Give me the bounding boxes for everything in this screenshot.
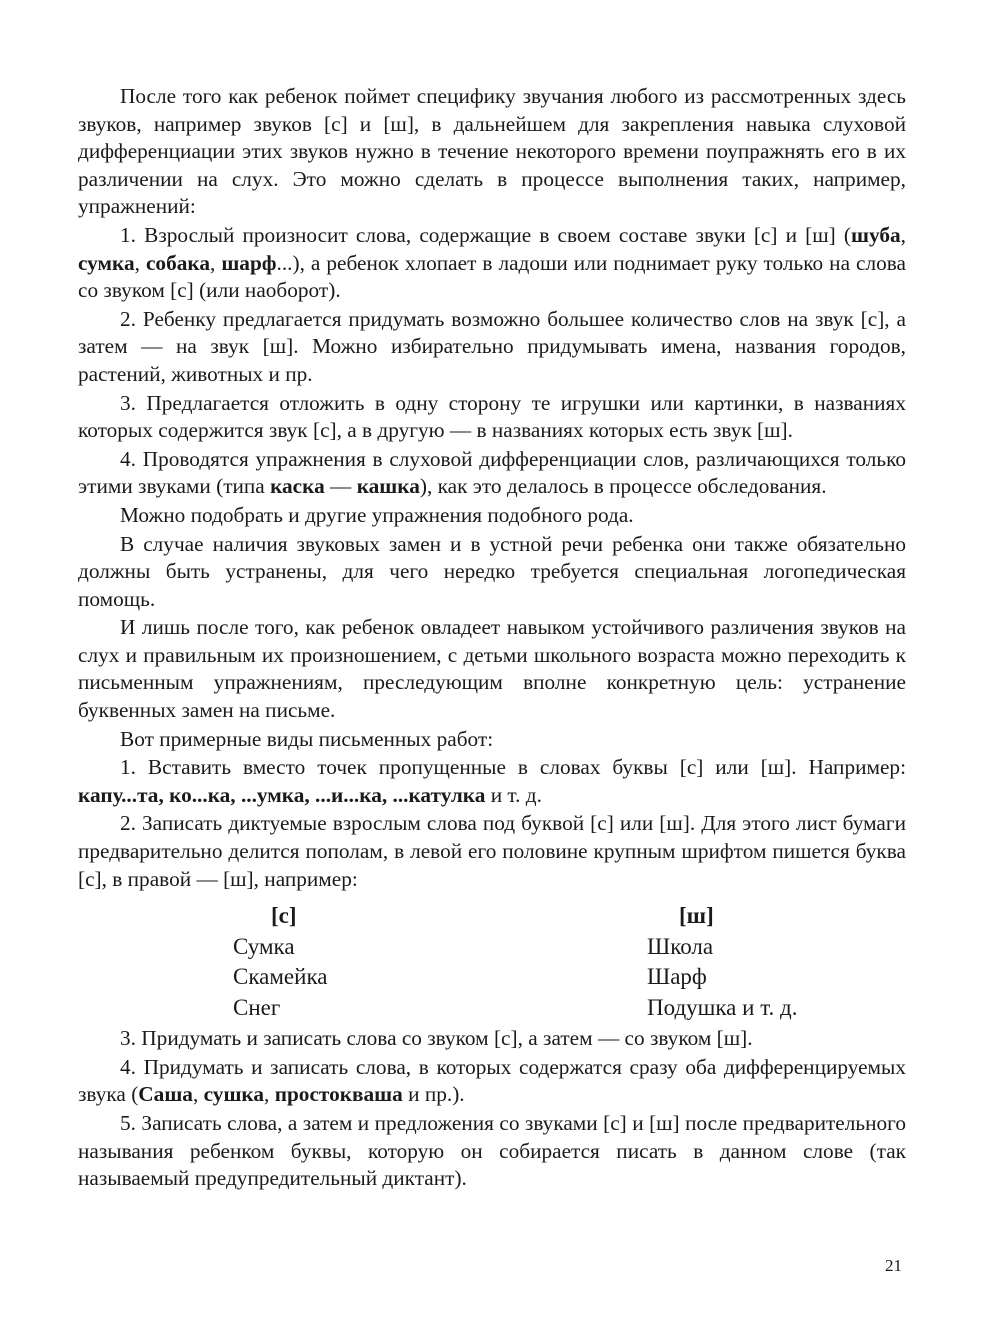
example-word: сушка	[203, 1082, 265, 1107]
example-word: сумка	[78, 250, 135, 275]
punctuation: ,	[209, 250, 222, 275]
written-exercise-3: 3. Придумать и записать слова со звуком [с], а затем — со звуком [ш].	[120, 1026, 753, 1051]
letter-columns	[78, 901, 906, 1023]
paragraph-sound-replacements: В случае наличия звуковых замен и в устной речи ребенка они также обязательно должны быть устранены, для чего нередко требуется специальная логопедическая помощь.	[78, 531, 906, 611]
example-word: шуба	[851, 222, 901, 247]
example-word: кашка	[356, 474, 420, 499]
written-exercise-1	[78, 754, 906, 809]
punctuation: —	[324, 474, 357, 499]
exercise-1-text-end: ...), а ребенок хлопает в ладоши или поднимает руку только на слова со звуком [с] (или наоборот).	[78, 250, 906, 303]
column-s	[233, 901, 327, 1023]
exercise-4-text: 4. Проводятся упражнения в слуховой дифференциации слов, различающихся только этими звуками (типа	[78, 446, 906, 499]
exercise-4-text-end: ), как это делалось в процессе обследования.	[419, 474, 827, 499]
written-exercise-5: 5. Записать слова, а затем и предложения со звуками [с] и [ш] после предварительного называния ребенком буквы, которую он собирается писать в данном слове (так называемый предупредительный диктант).	[78, 1111, 906, 1191]
exercise-4	[78, 446, 906, 501]
column-sh-header: [ш]	[679, 903, 714, 929]
written-exercise-1-text-end: и т. д.	[485, 782, 542, 807]
paragraph-written-intro: Вот примерные виды письменных работ:	[120, 726, 494, 751]
page-number: 21	[885, 1256, 902, 1275]
punctuation: ,	[264, 1082, 275, 1107]
column-s-word: Скамейка	[233, 964, 328, 990]
exercise-3: 3. Предлагается отложить в одну сторону те игрушки или картинки, в названиях которых содержится звук [с], а в другую — в названиях которых есть звук [ш].	[78, 390, 906, 443]
written-exercise-2: 2. Записать диктуемые взрослым слова под буквой [с] или [ш]. Для этого лист бумаги предварительно делится пополам, в левой его половине крупным шрифтом пишется буква [с], в правой — [ш], например:	[78, 811, 906, 891]
example-word: Саша	[138, 1082, 193, 1107]
punctuation: ,	[134, 250, 146, 275]
written-exercise-4	[78, 1054, 906, 1109]
example-words: капу...та, ко...ка, ...умка, ...и...ка, ...катулка	[78, 782, 486, 807]
column-s-word: Снег	[233, 994, 281, 1020]
paragraph-after-mastery: И лишь после того, как ребенок овладеет навыком устойчивого различения звуков на слух и правильным их произношением, с детьми школьного возраста можно переходить к письменным упражнениям, преследующим вполне конкретную цель: устранение буквенных замен на письме.	[78, 615, 906, 723]
punctuation: ,	[192, 1082, 204, 1107]
exercise-1	[78, 222, 906, 305]
example-word: простокваша	[274, 1082, 403, 1107]
punctuation: ,	[900, 222, 906, 247]
column-sh-word: Подушка и т. д.	[647, 994, 798, 1020]
column-s-word: Сумка	[233, 933, 295, 959]
exercise-2: 2. Ребенку предлагается придумать возможно большее количество слов на звук [с], а затем — на звук [ш]. Можно избирательно придумывать имена, названия городов, растений, животных и пр.	[78, 306, 906, 386]
paragraph-other-exercises: Можно подобрать и другие упражнения подобного рода.	[120, 502, 634, 527]
paragraph-intro: После того как ребенок поймет специфику звучания любого из рассмотренных здесь звуков, например звуков [с] и [ш], в дальнейшем для закрепления навыка слуховой дифференциации этих звуков нужно в течение некоторого времени поупражнять его в их различении на слух. Это можно сделать в процессе выполнения таких, например, упражнений:	[78, 84, 906, 219]
column-s-header: [с]	[271, 903, 297, 929]
written-exercise-4-text-end: и пр.).	[402, 1082, 465, 1107]
example-word: каска	[270, 474, 325, 499]
written-exercise-1-text: 1. Вставить вместо точек пропущенные в словах буквы [с] или [ш]. Например:	[120, 755, 906, 780]
column-sh-word: Школа	[647, 933, 714, 959]
page-body	[78, 83, 906, 1193]
example-word: собака	[145, 250, 210, 275]
written-exercise-4-text: 4. Придумать и записать слова, в которых содержатся сразу оба дифференцируемых звука (	[78, 1054, 906, 1107]
column-sh-word: Шарф	[647, 964, 707, 990]
example-word: шарф	[221, 250, 277, 275]
exercise-1-text: 1. Взрослый произносит слова, содержащие в своем составе звуки [с] и [ш] (	[120, 222, 852, 247]
column-sh	[647, 901, 797, 1023]
